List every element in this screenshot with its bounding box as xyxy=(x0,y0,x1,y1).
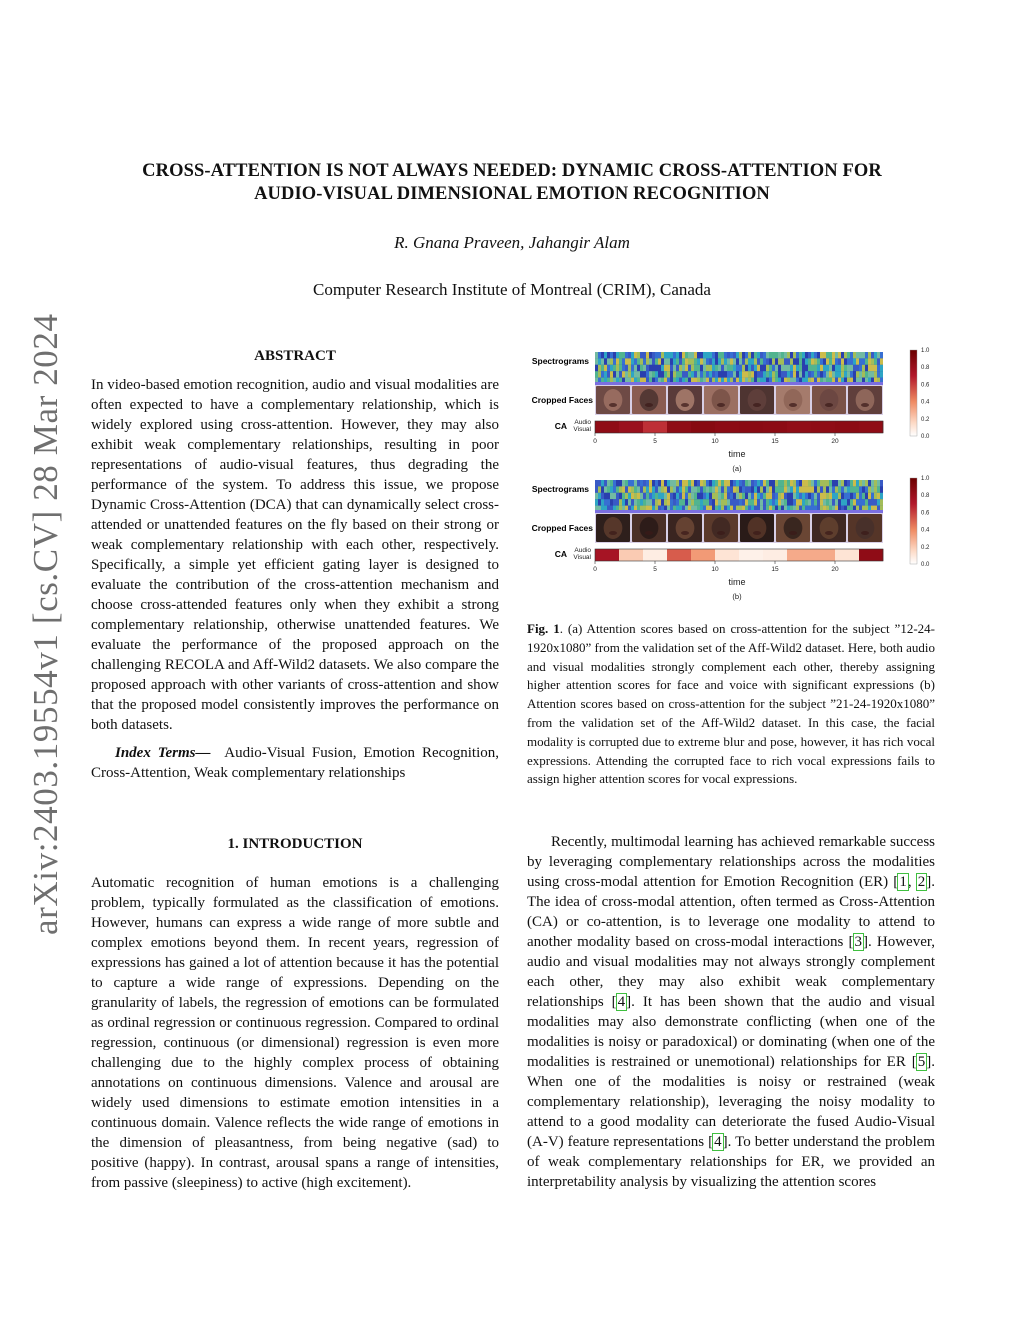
attention-cell xyxy=(811,549,835,561)
colorbar-tick: 0.2 xyxy=(921,544,930,551)
x-axis-label: time xyxy=(728,577,746,587)
index-terms xyxy=(91,743,499,783)
colorbar-tick: 0.4 xyxy=(921,399,930,406)
colorbar-tick: 0.2 xyxy=(921,416,930,423)
introduction-heading: 1. INTRODUCTION xyxy=(227,836,363,852)
ca-attention-heatmap xyxy=(595,549,883,561)
attention-cell xyxy=(619,421,643,433)
attention-cell xyxy=(667,549,691,561)
panel-label: (b) xyxy=(732,592,742,601)
row-label-spectrograms: Spectrograms xyxy=(531,484,589,494)
row-label-ca: CA xyxy=(554,421,567,431)
citation-link[interactable]: 4 xyxy=(714,1134,722,1150)
ca-visual-label: Visual xyxy=(573,426,591,433)
ca-audio-label: Audio xyxy=(574,547,591,554)
attention-cell xyxy=(859,549,883,561)
title-line-1: CROSS-ATTENTION IS NOT ALWAYS NEEDED: DYNAMIC CROSS-ATTENTION FOR xyxy=(142,161,882,181)
attention-cell xyxy=(691,549,715,561)
colorbar-tick: 0.0 xyxy=(921,434,930,440)
abstract-heading: ABSTRACT xyxy=(254,348,336,364)
figure-1-graphic xyxy=(527,342,947,604)
attention-cell xyxy=(691,421,715,433)
affiliation: Computer Research Institute of Montreal (CRIM), Canada xyxy=(313,280,711,299)
x-tick-label: 15 xyxy=(771,438,779,445)
attention-cell xyxy=(619,549,643,561)
colorbar-tick: 0.6 xyxy=(921,510,930,517)
colorbar-tick: 0.8 xyxy=(921,365,930,372)
caption-text: . (a) Attention scores based on cross-attention for the subject ”12-24-1920x1080” from the validation set of the Aff-Wild2 dataset. Here, both audio and visual modalities strongly complement each other, thereby assigning higher attention scores for face and voice with significant expressions (b) Attention scores based on cross-attention for the subject ”21-24-1920x1080” from the validation set of the Aff-Wild2 dataset. In this case, the facial modality is corrupted due to extreme blur and pose, however, it has rich vocal expressions. Attending the corrupted face to rich vocal expressions fails to assign higher attention scores for vocal expressions. xyxy=(527,621,935,787)
colorbar-tick: 0.4 xyxy=(921,527,930,534)
attention-cell xyxy=(715,421,739,433)
cropped-faces-strip xyxy=(595,513,883,543)
x-tick-label: 20 xyxy=(831,438,839,445)
colorbar-tick: 0.8 xyxy=(921,493,930,500)
figure-1 xyxy=(527,342,947,604)
x-tick-label: 20 xyxy=(831,566,839,573)
panel-a xyxy=(532,348,930,473)
citation-link[interactable]: 5 xyxy=(917,1054,926,1070)
abstract-text: In video-based emotion recognition, audio and visual modalities are often expected to have a complementary relationship, which is widely explored using cross-attention. However, they may also exhibit weak complementary relationships, resulting in poor representations of audio-visual features, thus degrading the performance of the system. To address this issue, we propose Dynamic Cross-Attention (DCA) that can dynamically select cross-attended or unattended features on the fly based on their strong or weak complementary relationship with each other, respectively. Specifically, a simple yet efficient gating layer is designed to evaluate the contribution of the cross-attention mechanism and choose cross-attended features only when they exhibit a strong complementary relationship, otherwise unattended features. We evaluate the performance of the proposed approach on the challenging RECOLA and Aff-Wild2 datasets. We also compare the proposed approach with other variants of cross-attention and show that the proposed model consistently improves the performance on both datasets. xyxy=(91,377,499,733)
attention-cell xyxy=(835,549,859,561)
index-terms-text: Audio-Visual Fusion, Emotion Recognition, Cross-Attention, Weak complementary relationships xyxy=(91,745,500,781)
x-tick-label: 0 xyxy=(593,566,597,573)
x-tick-label: 10 xyxy=(711,438,719,445)
citation-link[interactable]: 3 xyxy=(854,934,862,950)
attention-cell xyxy=(811,421,835,433)
spectrogram-strip xyxy=(595,352,883,385)
attention-cell xyxy=(595,421,619,433)
attention-cell xyxy=(835,421,859,433)
attention-cell xyxy=(667,421,691,433)
attention-cell xyxy=(643,421,667,433)
citation-link[interactable]: 4 xyxy=(617,994,626,1010)
row-label-cropped-faces: Cropped Faces xyxy=(531,523,593,533)
panel-b xyxy=(532,476,930,601)
citation-link[interactable]: 1 xyxy=(899,874,907,890)
panel-label: (a) xyxy=(732,464,742,473)
attention-cell xyxy=(787,549,811,561)
attention-cell xyxy=(763,421,787,433)
colorbar-tick: 0.6 xyxy=(921,382,930,389)
row-label-cropped-faces: Cropped Faces xyxy=(531,395,593,405)
ca-audio-label: Audio xyxy=(574,419,591,426)
attention-cell xyxy=(739,421,763,433)
abstract-section xyxy=(91,346,499,783)
attention-cell xyxy=(739,549,763,561)
colorbar xyxy=(910,476,930,568)
colorbar xyxy=(910,348,930,440)
x-tick-label: 0 xyxy=(593,438,597,445)
attention-cell xyxy=(595,549,619,561)
title-line-2: AUDIO-VISUAL DIMENSIONAL EMOTION RECOGNITION xyxy=(254,184,770,204)
x-tick-label: 5 xyxy=(653,566,657,573)
x-axis-label: time xyxy=(728,449,746,459)
introduction-paragraph-2: Recently, multimodal learning has achieved remarkable success by leveraging complementary relationships across the modalities using cross-modal attention for Emotion Recognition (ER) [1, 2]. The idea of cross-modal attention, often termed as Cross-Attention (CA) or co-attention, is to leverage one modality to attend to another modality based on cross-modal interactions [3]. However, audio and visual modalities may not always strongly complement each other, they may also exhibit weak complementary relationships [4]. It has been shown that the audio and visual modalities may also demonstrate conflicting (when one of the modalities is noisy or paradoxical) or dominating (when one of the modalities is restrained or unemotional) relationships for ER [5]. When one of the modalities is noisy or restrained (weak complementary relationship), leveraging the noisy modality to attend to a good modality can deteriorate the fused Audio-Visual (A-V) feature representations [4]. To better understand the problem of weak complementary relationships for ER, we provided an interpretability analysis by visualizing the attention scores xyxy=(527,834,936,1190)
figure-1-caption xyxy=(527,620,935,789)
introduction-continued xyxy=(527,832,935,1192)
attention-cell xyxy=(859,421,883,433)
cropped-faces-strip xyxy=(595,385,883,415)
introduction-text: Automatic recognition of human emotions is a challenging problem, typically formulated as the classification of emotions. However, humans can express a wide range of more subtle and complex emotions beyond them. In recent years, regression of expressions has gained a lot of attention because it has the potential to capture a wide range of expressions. Depending on the granularity of labels, the regression of emotions can be formulated as ordinal regression or continuous regression. Compared to ordinal regression, continuous (or dimensional) regression is even more challenging due to the highly complex process of obtaining annotations on continuous dimensions. Valence and arousal are widely used dimensions to estimate emotion intensities in a continuous domain. Valence reflects the wide range of emotions in the dimension of pleasantness, from being negative (sad) to positive (happy). In contrast, arousal spans a range of intensities, from passive (sleepiness) to active (high excitement). xyxy=(91,875,499,1191)
attention-cell xyxy=(643,549,667,561)
authors: R. Gnana Praveen, Jahangir Alam xyxy=(394,233,630,252)
row-label-ca: CA xyxy=(554,549,567,559)
ca-attention-heatmap xyxy=(595,421,883,433)
citation-link[interactable]: 2 xyxy=(917,874,926,890)
paper-title xyxy=(90,160,934,206)
ca-visual-label: Visual xyxy=(573,554,591,561)
x-tick-label: 15 xyxy=(771,566,779,573)
row-label-spectrograms: Spectrograms xyxy=(531,356,589,366)
attention-cell xyxy=(763,549,787,561)
caption-label: Fig. 1 xyxy=(527,621,560,636)
spectrogram-strip xyxy=(595,480,883,513)
attention-cell xyxy=(715,549,739,561)
x-tick-label: 5 xyxy=(653,438,657,445)
attention-cell xyxy=(787,421,811,433)
arxiv-identifier: arXiv:2403.19554v1 [cs.CV] 28 Mar 2024 xyxy=(26,313,65,935)
index-terms-label: Index Terms— xyxy=(115,745,211,761)
colorbar-tick: 1.0 xyxy=(921,348,930,354)
introduction-section xyxy=(91,834,499,1193)
x-tick-label: 10 xyxy=(711,566,719,573)
colorbar-tick: 0.0 xyxy=(921,562,930,568)
colorbar-tick: 1.0 xyxy=(921,476,930,482)
